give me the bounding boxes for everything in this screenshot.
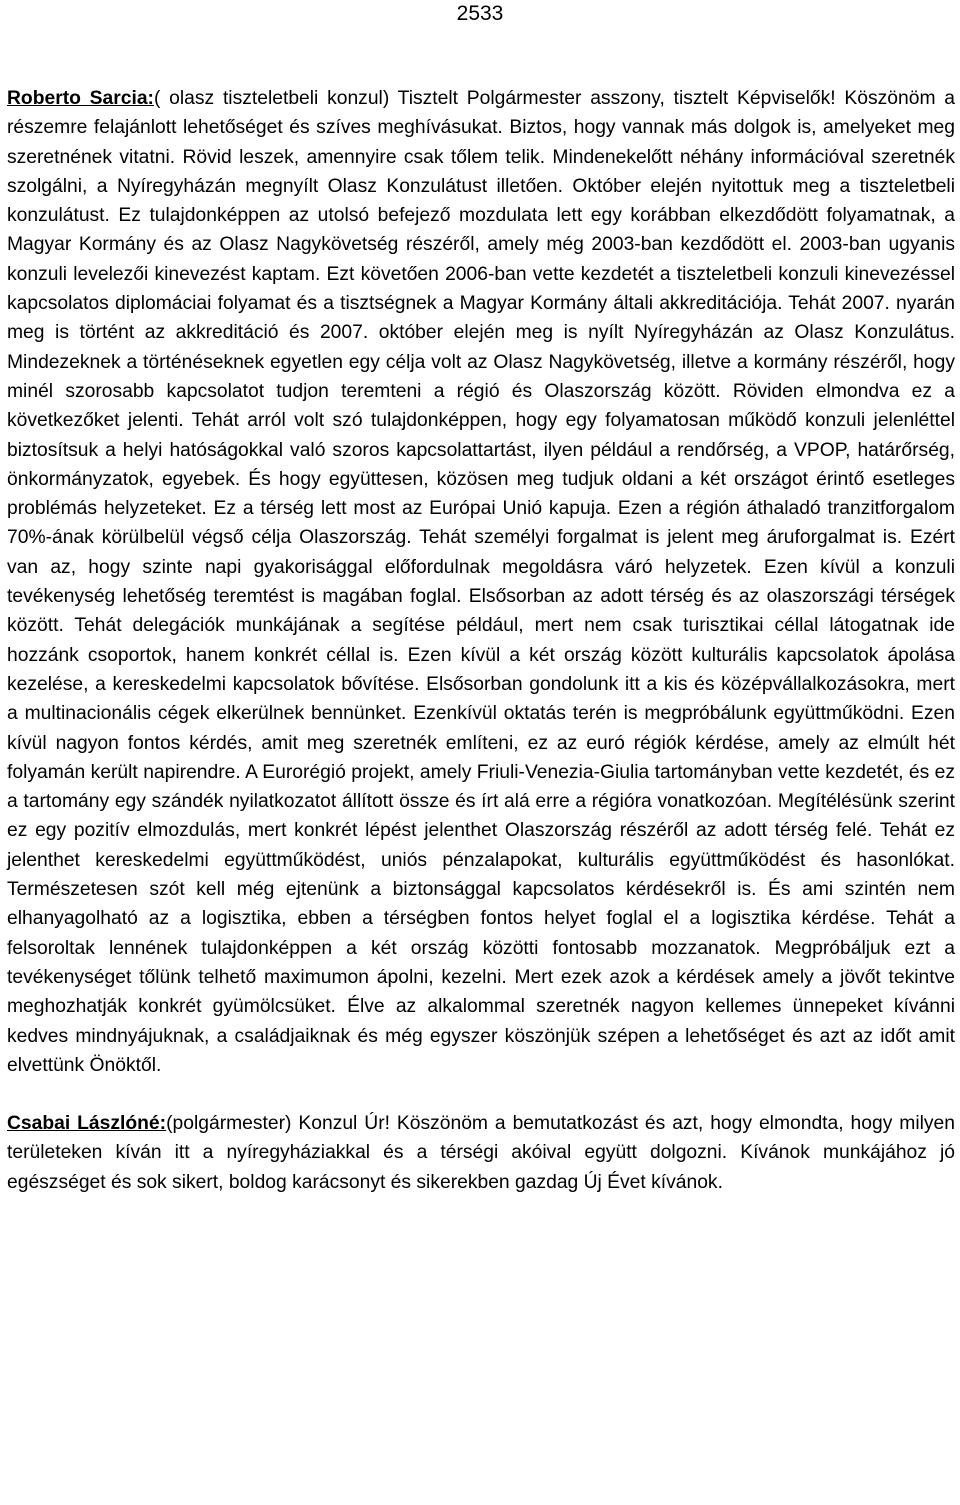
paragraph-text: (polgármester) Konzul Úr! Köszönöm a bemutatkozást és azt, hogy elmondta, hogy milyen területeken kíván itt a nyíregyháziakkal és a térségi akóival együtt dolgozni. Kívánok munkájához jó egészséget és sok sikert, boldog karácsonyt és sikerekben gazdag Új Évet kívánok. (7, 1113, 955, 1193)
page-number: 2533 (456, 2, 504, 25)
paragraph-text: ( olasz tiszteletbeli konzul) Tisztelt Polgármester asszony, tisztelt Képviselők! Köszönöm a részemre felajánlott lehetőséget és szíves meghívásukat. Biztos, hogy vannak más dolgok is, amelyeket meg szeretnének vitatni. Rövid leszek, amennyire csak tőlem telik. Mindenekelőtt néhány információval szeretnék szolgálni, a Nyíregyházán megnyílt Olasz Konzulátust illetően. Október elején nyitottuk meg a tiszteletbeli konzulátust. Ez tulajdonképpen az utolsó befejező mozdulata lett egy korábban elkezdődött folyamatnak, a Magyar Kormány és az Olasz Nagykövetség részéről, amely még 2003-ban kezdődött el. 2003-ban ugyanis konzuli levelezői kinevezést kaptam. Ezt követően 2006-ban vette kezdetét a tiszteletbeli konzuli kinevezéssel kapcsolatos diplomáciai folyamat és a tisztségnek a Magyar Kormány általi akkreditációja. Tehát 2007. nyarán meg is történt az akkreditáció és 2007. október elején meg is nyílt Nyíregyházán az Olasz Konzulátus. Mindezeknek a történéseknek egyetlen egy célja volt az Olasz Nagykövetség, illetve a kormány részéről, hogy minél szorosabb kapcsolatot tudjon teremteni a régió és Olaszország között. Röviden elmondva ez a következőket jelenti. Tehát arról volt szó tulajdonképpen, hogy egy folyamatosan működő konzuli jelenléttel biztosítsuk a helyi hatóságokkal való szoros kapcsolattartást, ilyen például a rendőrség, a VPOP, határőrség, önkormányzatok, egyebek. És hogy együttesen, közösen meg tudjuk oldani a két országot érintő esetleges problémás helyzeteket. Ez a térség lett most az Európai Unió kapuja. Ezen a régión áthaladó tranzitforgalom 70%-ának körülbelül végső célja Olaszország. Tehát személyi forgalmat is jelent meg áruforgalmat is. Ezért van az, hogy szinte napi gyakorisággal előfordulnak megoldásra váró helyzetek. Ezen kívül a konzuli tevékenység lehetőség teremtést is magában foglal. Elsősorban az adott térség és az olaszországi térségek között. Tehát delegációk munkájának a segítése például, mert nem csak turisztikai céllal látogatnak ide hozzánk csoportok, hanem konkrét céllal is. Ezen kívül a két ország között kulturális kapcsolatok ápolása kezelése, a kereskedelmi kapcsolatok bővítése. Elsősorban gondolunk itt a kis és középvállalkozásokra, mert a multinacionális cégek elkerülnek bennünket. Ezenkívül oktatás terén is megpróbálunk együttműködni. Ezen kívül nagyon fontos kérdés, amit meg szeretnék említeni, ez az euró régiók kérdése, amely az elmúlt hét folyamán került napirendre. A Eurorégió projekt, amely Friuli-Venezia-Giulia tartományban vette kezdetét, és ez a tartomány egy szándék nyilatkozatot állított össze és írt alá erre a régióra vonatkozóan. Megítélésünk szerint ez egy pozitív elmozdulás, mert konkrét lépést jelenthet Olaszország részéről az adott térség felé. Tehát ez jelenthet kereskedelmi együttműködést, uniós pénzalapokat, kulturális együttműködést és hasonlókat. Természetesen szót kell még ejtenünk a biztonsággal kapcsolatos kérdésekről is. És ami szintén nem elhanyagolható az a logisztika, ebben a térségben fontos helyet foglal el a logisztika kérdése. Tehát a felsoroltak lennének tulajdonképpen a két ország közötti fontosabb mozzanatok. Megpróbáljuk ezt a tevékenységet tőlünk telhető maximumon ápolni, kezelni. Mert ezek azok a kérdések amely a jövőt tekintve meghozhatják konkrét gyümölcsüket. Élve az alkalommal szeretnék nagyon kellemes ünnepeket kívánni kedves mindnyájuknak, a családjaiknak és még egyszer köszönjük szépen a lehetőséget és azt az időt amit elvettünk Önöktől. (7, 88, 955, 1076)
paragraph-csabai (7, 1109, 955, 1197)
speaker-name: Csabai Lászlóné: (7, 1113, 167, 1135)
paragraph-sarcia (7, 84, 955, 1080)
document-body (7, 84, 955, 1197)
speaker-name: Roberto Sarcia: (7, 88, 154, 109)
